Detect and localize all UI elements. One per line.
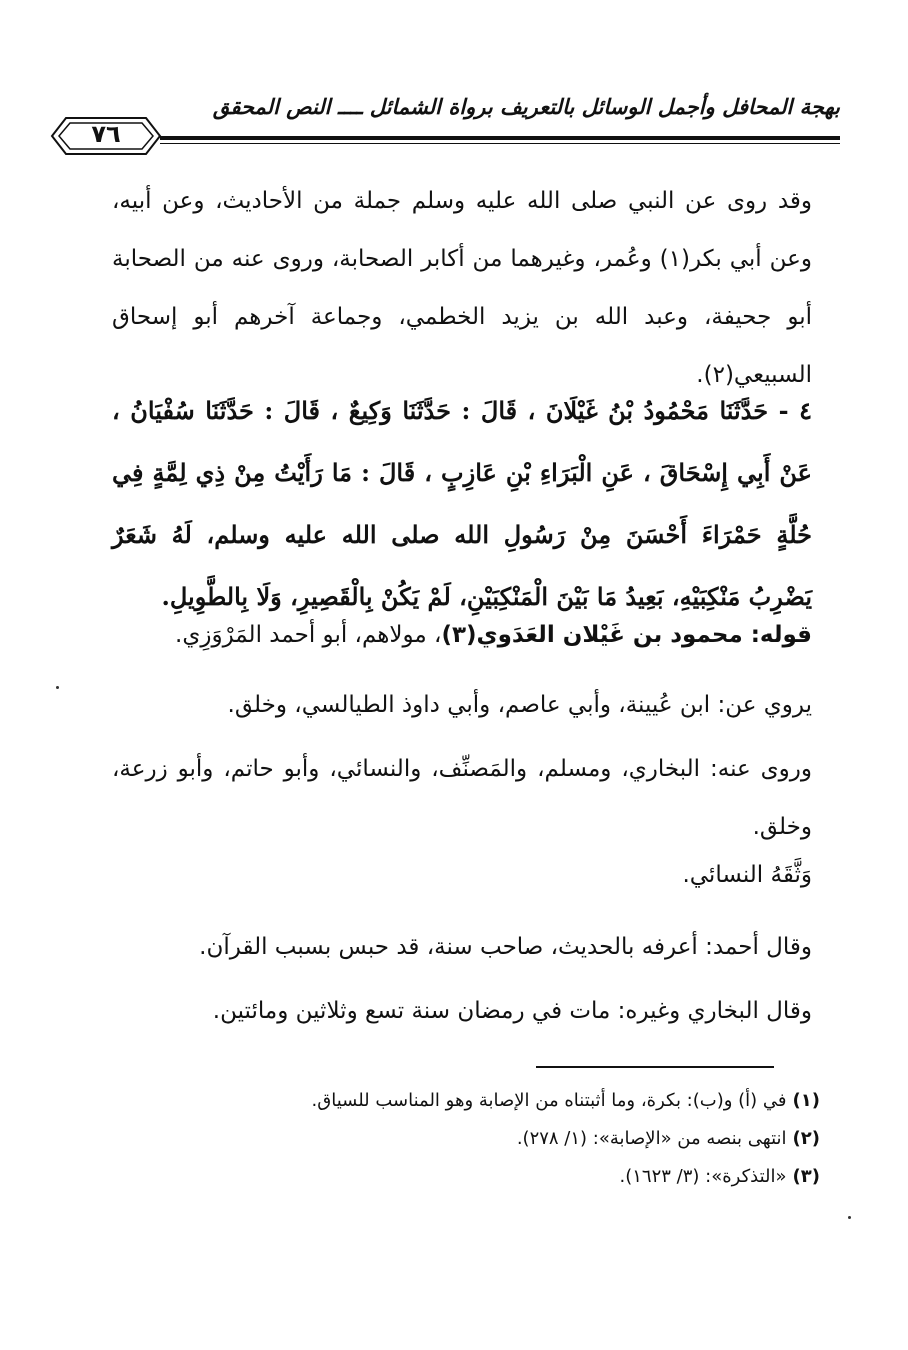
narrator-name: قوله: محمود بن غَيْلان العَدَوي(٣) <box>441 622 812 648</box>
footnote-separator <box>536 1066 774 1068</box>
page-number-badge <box>48 112 164 160</box>
narrates-from: يروي عن: ابن عُيينة، وأبي عاصم، وأبي داوذ الطيالسي، وخلق. <box>227 692 812 718</box>
scan-speck <box>56 686 59 689</box>
footnote-number: (٣) <box>792 1166 820 1187</box>
bukhari-statement: وقال البخاري وغيره: مات في رمضان سنة تسع وثلاثين ومائتين. <box>212 998 812 1024</box>
scan-speck <box>848 1216 851 1219</box>
footnote-text: انتهى بنصه من «الإصابة»: (١/ ٢٧٨). <box>516 1128 787 1149</box>
narrator-heading <box>112 606 812 664</box>
intro-paragraph: وقد روى عن النبي صلى الله عليه وسلم جملة من الأحاديث، وعن أبيه، وعن أبي بكر(١) وعُمر، وغيرهما من أكابر الصحابة، وروى عنه من الصحابة أبو جحيفة، وعبد الله بن يزيد الخطمي، وجماعة آخرهم أبو إسحاق السبيعي(٢). <box>112 188 812 388</box>
header-rule-thick <box>160 136 840 140</box>
hadith-text: ٤ - حَدَّثَنَا مَحْمُودُ بْنُ غَيْلَانَ ، قَالَ : حَدَّثَنَا وَكِيعٌ ، قَالَ : حَدَّثَنَا سُفْيَانُ ، عَنْ أَبِي إِسْحَاقَ ، عَنِ الْبَرَاءِ بْنِ عَازِبٍ ، قَالَ : مَا رَأَيْتُ مِنْ ذِي لِمَّةٍ فِي حُلَّةٍ حَمْرَاءَ أَحْسَنَ مِنْ رَسُولِ الله صلى الله عليه وسلم، لَهُ شَعَرٌ يَضْرِبُ مَنْكِبَيْهِ، بَعِيدُ مَا بَيْنَ الْمَنْكِبَيْنِ، لَمْ يَكُنْ بِالْقَصِيرِ، وَلَا بِالطَّوِيلِ. <box>112 396 812 611</box>
footnote-number: (١) <box>792 1090 820 1111</box>
page-header <box>40 92 840 172</box>
footnote <box>100 1158 820 1196</box>
page-number: ٧٦ <box>91 120 121 148</box>
header-rule-thin <box>160 143 840 144</box>
narrated-by: وروى عنه: البخاري، ومسلم، والمَصنِّف، والنسائي، وأبو حاتم، وأبو زرعة، وخلق. <box>112 756 812 840</box>
authentication: وَثَّقَهُ النسائي. <box>682 862 812 888</box>
footnote-number: (٢) <box>792 1128 820 1149</box>
footnote <box>100 1082 820 1120</box>
ahmad-statement: وقال أحمد: أعرفه بالحديث، صاحب سنة، قد حبس بسبب القرآن. <box>199 934 812 960</box>
footnote <box>100 1120 820 1158</box>
narrator-lineage: ، مولاهم، أبو أحمد المَرْوَزِي. <box>175 622 442 648</box>
footnotes <box>100 1082 820 1196</box>
footnote-text: في (أ) و(ب): بكرة، وما أثبتناه من الإصابة وهو المناسب للسياق. <box>311 1090 787 1111</box>
footnote-text: «التذكرة»: (٣/ ١٦٢٣). <box>619 1166 787 1187</box>
running-title: بهجة المحافل وأجمل الوسائل بالتعريف برواة الشمائل ــــ النص المحقق <box>212 94 840 119</box>
